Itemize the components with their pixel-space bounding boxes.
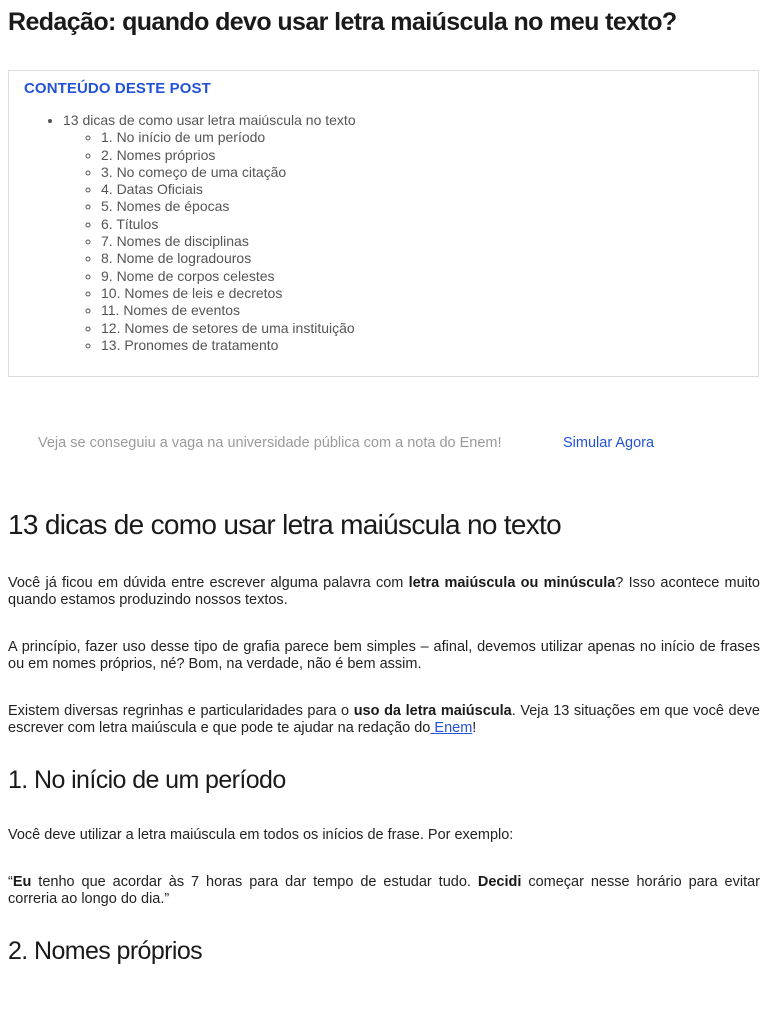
text-span: tenho que acordar às 7 horas para dar tempo de estudar tudo.	[31, 874, 478, 890]
text-span: Existem diversas regrinhas e particularidades para o	[8, 703, 354, 719]
toc-title: CONTEÚDO DESTE POST	[24, 80, 211, 97]
section-heading-2: 2. Nomes próprios	[8, 937, 203, 965]
toc-subitem[interactable]: ◦ 11. Nomes de eventos	[101, 302, 356, 319]
text-span: !	[472, 720, 477, 737]
toc-subitem[interactable]: ◦ 3. No começo de uma citação	[101, 164, 356, 181]
promo-banner	[38, 435, 698, 455]
bold-text: Decidi	[477, 874, 522, 890]
bold-text: letra maiúscula ou minúscula	[408, 575, 616, 591]
section-heading-1: 1. No início de um período	[8, 766, 286, 794]
toc-subitem[interactable]: ◦ 12. Nomes de setores de uma instituição	[101, 320, 356, 337]
toc-subitem[interactable]: ◦ 7. Nomes de disciplinas	[101, 233, 356, 250]
toc-item-main[interactable]	[63, 112, 356, 354]
intro-paragraph-2: A princípio, fazer uso desse tipo de grafia parece bem simples – afinal, devemos utilizar apenas no início de frases ou em nomes próprios, né? Bom, na verdade, não é bem assim.	[8, 639, 760, 673]
promo-text: Veja se conseguiu a vaga na universidade pública com a nota do Enem!	[38, 435, 502, 451]
bold-text: Eu	[12, 874, 32, 890]
toc-item-label[interactable]: 13 dicas de como usar letra maiúscula no texto	[63, 112, 356, 128]
toc-subitem[interactable]: ◦ 13. Pronomes de tratamento	[101, 337, 356, 354]
toc-subitem[interactable]: ◦ 8. Nome de logradouros	[101, 250, 356, 267]
text-span: “	[8, 874, 13, 890]
simulate-now-link[interactable]: Simular Agora	[563, 435, 655, 451]
section-1-quote	[8, 874, 760, 909]
article-heading: 13 dicas de como usar letra maiúscula no texto	[8, 509, 561, 540]
intro-paragraph-3	[8, 703, 760, 738]
bold-text: uso da letra maiúscula	[353, 703, 512, 719]
toc-subitem[interactable]: ◦ 2. Nomes próprios	[101, 147, 356, 164]
toc-subitem[interactable]: ◦ 9. Nome de corpos celestes	[101, 268, 356, 285]
post-title: Redação: quando devo usar letra maiúscula no meu texto?	[8, 8, 677, 36]
toc-subitem[interactable]: ◦ 10. Nomes de leis e decretos	[101, 285, 356, 302]
text-span: ? Isso acontece muito quando estamos produzindo nossos textos.	[8, 575, 760, 609]
toc-subitem[interactable]: ◦ 5. Nomes de épocas	[101, 198, 356, 215]
text-span: . Veja 13 situações em que você deve escrever com letra maiúscula e que pode te ajudar na redação do	[8, 703, 760, 737]
toc-subitem[interactable]: ◦ 1. No início de um período	[101, 129, 356, 146]
text-span: começar nesse horário para evitar correria ao longo do dia.”	[8, 874, 760, 908]
toc-subitem[interactable]: ◦ 4. Datas Oficiais	[101, 181, 356, 198]
toc-sublist	[63, 129, 356, 354]
toc-subitem[interactable]: ◦ 6. Títulos	[101, 216, 356, 233]
intro-paragraph-1	[8, 575, 760, 610]
toc-list	[9, 112, 356, 354]
text-span: Você já ficou em dúvida entre escrever alguma palavra com	[8, 575, 409, 591]
table-of-contents	[8, 70, 759, 377]
section-1-paragraph: Você deve utilizar a letra maiúscula em todos os inícios de frase. Por exemplo:	[8, 827, 514, 843]
enem-link[interactable]: Enem	[430, 720, 473, 737]
